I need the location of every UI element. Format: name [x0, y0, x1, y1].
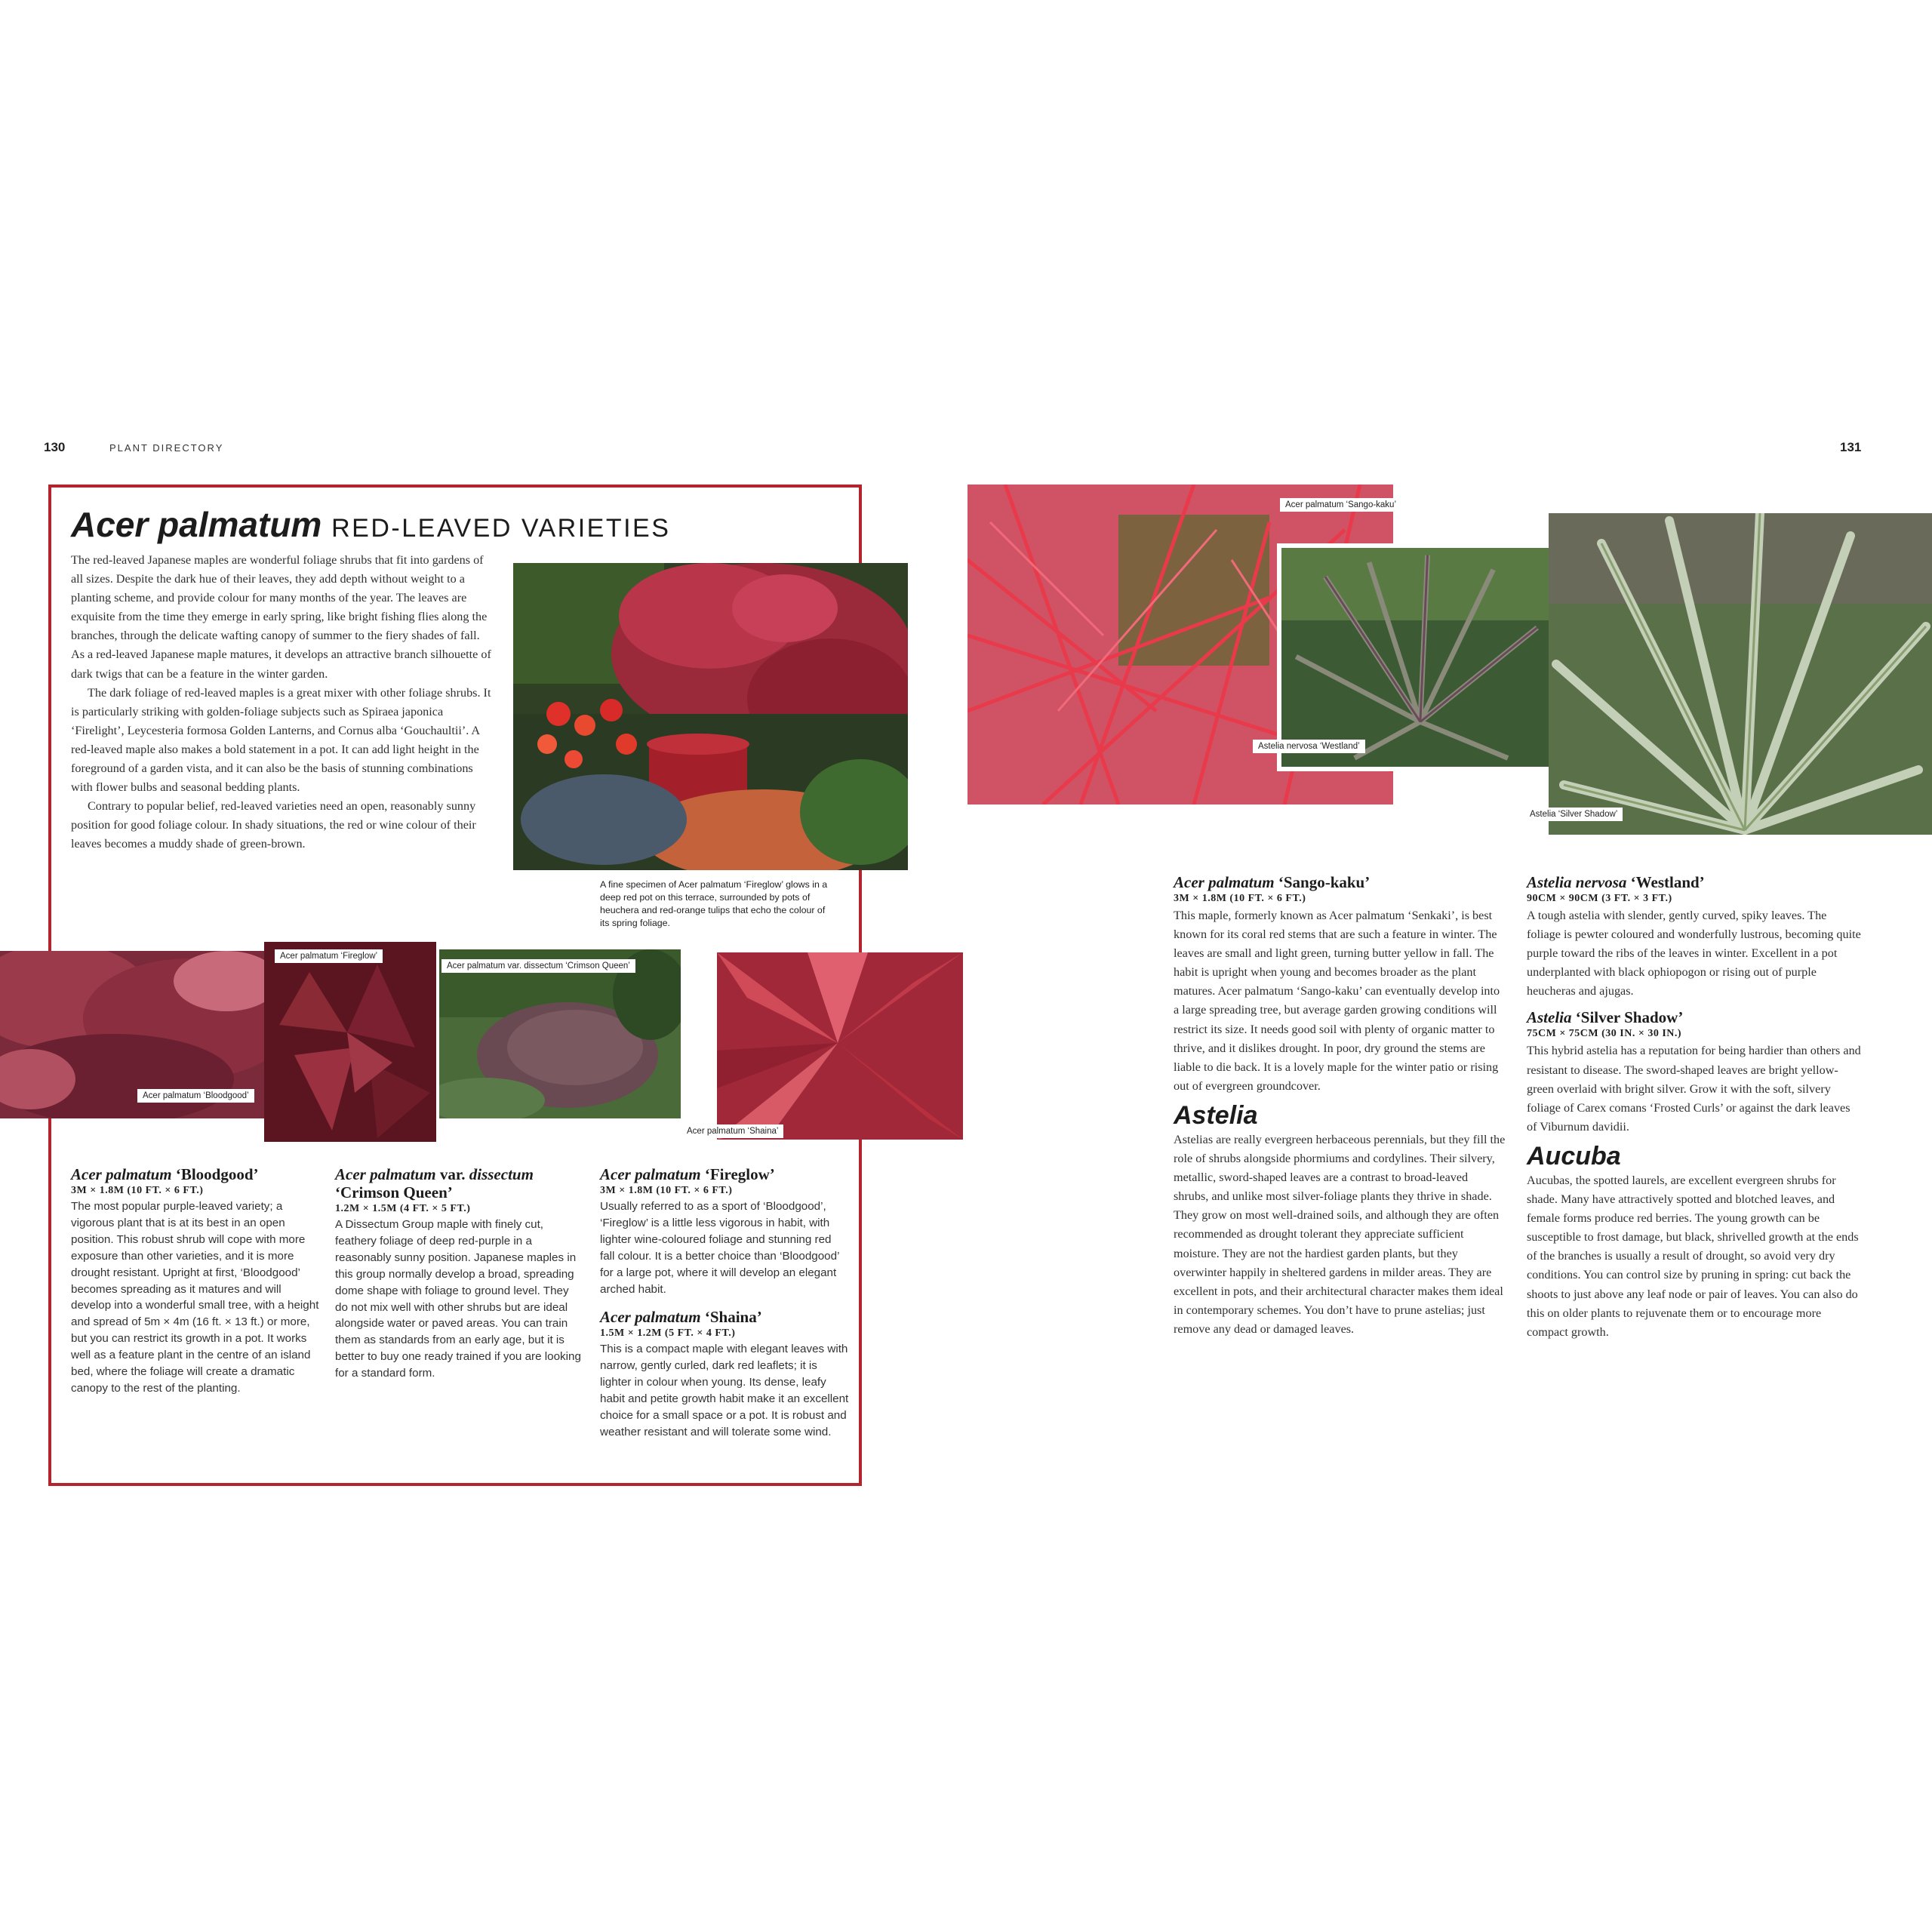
entry-crimson-text: A Dissectum Group maple with finely cut, feathery foliage of deep red-purple in a reasonably sunny position. Japanese maples in this group normally develop a broad, spreading dome shape with foliage to ground level. They do not mix well with other shrubs but are ideal alongside water or paved areas. You can train them as standards from an early age, but it is better to buy one ready trained if you are looking for a standard form. [335, 1218, 581, 1380]
intro-paragraph-2: The dark foliage of red-leaved maples is a great mixer with other foliage shrubs. It is particularly striking with golden-foliage subjects such as Spiraea japonica ‘Firelight’, Leycesteria formosa Golden Lanterns, and Cornus alba ‘Gouchaultii’. A red-leaved maple also makes a bold statement in a pot. It can add light height in the foreground of a garden vista, and it can also be the basis of stunning combinations with flower bulbs and seasonal bedding plants. [71, 685, 491, 795]
entry-crimson-variety: dissectum [469, 1165, 534, 1183]
fireglow-pot-photo [513, 563, 908, 870]
entry-crimson-genus: Acer palmatum [335, 1165, 436, 1183]
page-number-right: 131 [1840, 440, 1862, 454]
entry-sango-heading [1174, 873, 1506, 891]
entry-crimson-var: var. [439, 1165, 466, 1183]
astelia-heading: Astelia [1174, 1100, 1258, 1130]
entry-silver-text: This hybrid astelia has a reputation for being hardier than others and resistant to disease. The sword-shaped leaves are bright yellow-green overlaid with bright silver. Grow it with the soft, silvery foliage of Carex comans ‘Frosted Curls’ or against the dark leaves of Viburnum davidii. [1527, 1044, 1861, 1134]
entry-fireglow-heading [600, 1165, 849, 1183]
fireglow-photo-label: Acer palmatum ‘Fireglow’ [275, 949, 383, 963]
title-italic: Acer palmatum [71, 505, 322, 544]
shaina-photo-label: Acer palmatum ‘Shaina’ [681, 1124, 783, 1138]
entry-fireglow-size: 3M × 1.8M (10 FT. × 6 FT.) [600, 1185, 733, 1196]
entry-silver-heading [1527, 1008, 1863, 1026]
entry-westland-cultivar: ‘Westland’ [1630, 873, 1705, 891]
entry-fireglow-genus: Acer palmatum [600, 1165, 701, 1183]
entry-westland-genus: Astelia nervosa [1527, 873, 1627, 891]
intro-text [71, 551, 494, 854]
page-title [71, 506, 670, 544]
crimson-queen-photo-label: Acer palmatum var. dissectum ‘Crimson Queen’ [441, 959, 635, 973]
entry-westland-size: 90CM × 90CM (3 FT. × 3 FT.) [1527, 893, 1672, 904]
entry-bloodgood-cultivar: ‘Bloodgood’ [175, 1165, 259, 1183]
main-photo-caption: A fine specimen of Acer palmatum ‘Fireglow’ glows in a deep red pot on this terrace, surrounded by pots of heuchera and red-orange tulips that echo the colour of its spring foliage. [600, 879, 828, 928]
entry-westland-heading [1527, 873, 1863, 891]
entry-silver-genus: Astelia [1527, 1008, 1572, 1027]
entry-silver-size: 75CM × 75CM (30 IN. × 30 IN.) [1527, 1028, 1682, 1040]
shaina-photo [717, 952, 963, 1140]
entry-shaina-heading [600, 1308, 849, 1326]
entry-sango-genus: Acer palmatum [1174, 873, 1275, 891]
fireglow-leaf-photo [264, 942, 436, 1142]
crimson-queen-photo [439, 949, 681, 1118]
entry-shaina-size: 1.5M × 1.2M (5 FT. × 4 FT.) [600, 1327, 736, 1340]
entry-westland-text: A tough astelia with slender, gently curved, spiky leaves. The foliage is pewter coloured and wonderfully lustrous, becoming quite purple toward the ribs of the leaves in winter. Excellent in a pot underplanted with black ophiopogon or rising out of purple heucheras and ajugas. [1527, 909, 1861, 998]
intro-paragraph-3: Contrary to popular belief, red-leaved varieties need an open, reasonably sunny position for good foliage colour. In shady situations, the red or wine colour of their leaves becomes a muddy shade of green-brown. [71, 799, 476, 851]
aucuba-heading: Aucuba [1527, 1141, 1621, 1171]
entry-shaina-cultivar: ‘Shaina’ [704, 1308, 762, 1327]
entry-crimson-size: 1.2M × 1.5M (4 FT. × 5 FT.) [335, 1203, 471, 1214]
westland-photo [1277, 543, 1559, 771]
astelia-text: Astelias are really evergreen herbaceous perennials, but they fill the role of shrubs alongside phormiums and cordylines. Their silvery, metallic, sword-shaped leaves are a contrast to broad-leaved shrubs, and unlike most silver-foliage plants they thrive in shade. They grow on most well-drained soils, and although they are often recommended as drought tolerant they appreciate sufficient moisture. They are not the hardiest garden plants, but they overwinter happily in sheltered gardens in milder areas. They are excellent in pots, and their architectural character makes them ideal in contemporary schemes. You don’t have to prune astelias; just remove any dead or damaged leaves. [1174, 1132, 1506, 1336]
intro-paragraph-1: The red-leaved Japanese maples are wonderful foliage shrubs that fit into gardens of all sizes. Despite the dark hue of their leaves, they add depth without weight to a planting scheme, and provide colour for many months of the year. The leaves are exquisite from the time they emerge in early spring, like bright fishing flies along the branches, through the delicate wafting canopy of summer to the fiery shades of fall. As a red-leaved Japanese maple matures, it develops an attractive branch silhouette of dark twigs that can be a feature in the winter garden. [71, 553, 491, 681]
entry-shaina-text: This is a compact maple with elegant leaves with narrow, gently curled, dark red leaflets; it is lighter in colour when young. Its dense, leafy habit and petite growth habit make it an excellent choice for a small space or a pot. It is robust and weather resistant and will tolerate some wind. [600, 1343, 849, 1438]
entry-crimson-heading [335, 1165, 584, 1201]
entry-bloodgood [71, 1165, 320, 1397]
westland-photo-label: Astelia nervosa ‘Westland’ [1253, 740, 1365, 753]
sango-kaku-photo-label: Acer palmatum ‘Sango-kaku’ [1280, 498, 1401, 512]
column-right-2 [1527, 873, 1863, 1342]
entry-bloodgood-heading [71, 1165, 320, 1183]
entry-crimson-cultivar: ‘Crimson Queen’ [335, 1183, 453, 1201]
title-caps: RED-LEAVED VARIETIES [331, 514, 671, 543]
bloodgood-photo-label: Acer palmatum ‘Bloodgood’ [137, 1089, 254, 1103]
silver-shadow-photo-label: Astelia ‘Silver Shadow’ [1524, 808, 1623, 821]
entry-shaina-genus: Acer palmatum [600, 1308, 701, 1327]
entry-bloodgood-text: The most popular purple-leaved variety; a vigorous plant that is at its best in an open position. This robust shrub will cope with more exposure than other varieties, and it is more drought resistant. Upright at first, ‘Bloodgood’ becomes spreading as it matures and will develop into a wonderful small tree, with a height and spread of 5m × 4m (16 ft. × 13 ft.) or more, but you can restrict its growth in a pot. It works well as a feature plant in the centre of an island bed, where the foliage will create a dramatic canopy to the rest of the planting. [71, 1200, 319, 1395]
entry-crimson-queen [335, 1165, 584, 1382]
entry-bloodgood-genus: Acer palmatum [71, 1165, 172, 1183]
entry-fireglow-text: Usually referred to as a sport of ‘Bloodgood’, ‘Fireglow’ is a little less vigorous in habit, with lighter wine-coloured foliage and stunning red fall colour. It is a better choice than ‘Bloodgood’ for a large pot, where it will develop an elegant arched habit. [600, 1200, 839, 1296]
entry-bloodgood-size: 3M × 1.8M (10 FT. × 6 FT.) [71, 1185, 204, 1196]
entry-sango-cultivar: ‘Sango-kaku’ [1278, 873, 1371, 891]
entry-silver-cultivar: ‘Silver Shadow’ [1575, 1008, 1684, 1027]
entry-fireglow-cultivar: ‘Fireglow’ [704, 1165, 775, 1183]
entry-sango-size: 3M × 1.8M (10 FT. × 6 FT.) [1174, 893, 1306, 904]
aucuba-text: Aucubas, the spotted laurels, are excellent evergreen shrubs for shade. Many have attractively spotted and blotched leaves, and female forms produce red berries. The young growth can be susceptible to frost damage, but black, shrivelled growth at the ends of the branches is usually a result of drought, so avoid very dry conditions. You can control size by pruning in spring: cut back the shoots to just above any leaf node or pair of leaves. You can also do this on older plants to rejuvenate them or to encourage more compact growth. [1527, 1173, 1859, 1339]
page-number-left: 130 [44, 440, 66, 454]
column-right-1 [1174, 873, 1506, 1339]
entry-sango-text: This maple, formerly known as Acer palmatum ‘Senkaki’, is best known for its coral red stems that are such a feature in winter. The leaves are small and light green, turning butter yellow in fall. The habit is upright when young and becomes broader as the plant matures. Acer palmatum ‘Sango-kaku’ can eventually develop into a large spreading tree, but average garden growing conditions will restrict its size. It needs good soil with plenty of organic matter to thrive, and it dislikes drought. In poor, dry ground the stems are liable to die back. It is a lovely maple for the winter patio or rising out of evergreen groundcover. [1174, 909, 1500, 1093]
silver-shadow-photo [1549, 513, 1932, 835]
entry-fireglow [600, 1165, 849, 1441]
section-label: PLANT DIRECTORY [109, 442, 224, 454]
